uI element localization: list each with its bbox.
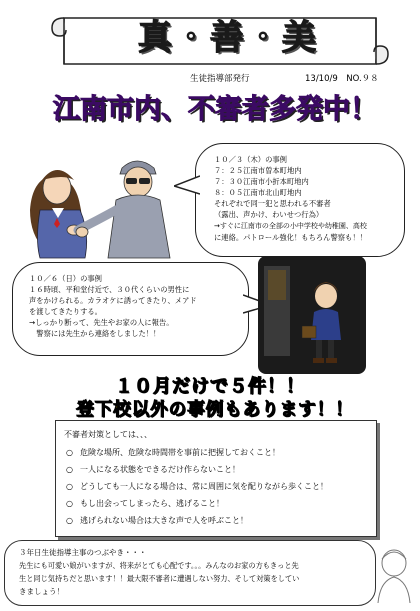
countermeasure-text: 逃げられない場合は大きな声で人を呼ぶこと！	[80, 516, 248, 525]
case-oct6-text	[29, 273, 239, 340]
teacher-comment-line: きましょう！	[19, 587, 64, 596]
suspicious-person-illustration	[12, 150, 197, 260]
teacher-comment-line: ３年日生徒指導主事のつぶやき・・・	[19, 548, 147, 557]
circle-bullet-icon: ○	[66, 448, 73, 457]
case-oct6-line: を渡してきたりする。	[29, 307, 102, 317]
countermeasure-item	[66, 464, 240, 475]
case-oct3-line: ７：２５江南市曽本町地内	[214, 166, 302, 176]
circle-bullet-icon: ○	[66, 465, 73, 474]
headline: 江南市内、不審者多発中！	[53, 94, 377, 125]
case-oct3-line: →すぐに江南市の全部の小中学校や幼稚園、高校	[214, 221, 367, 230]
countermeasures-heading: 不審者対策としては、、、	[64, 430, 152, 439]
case-oct3-bubble	[195, 143, 405, 257]
bubble-tail	[174, 174, 200, 198]
emphasis-five-cases: １０月だけで５件！！	[115, 376, 305, 397]
case-oct6-line: １６時頃、平和堂付近で、３０代くらいの男性に	[29, 285, 190, 295]
countermeasure-item	[66, 447, 280, 458]
circle-bullet-icon: ○	[66, 482, 73, 491]
case-oct3-text	[214, 154, 399, 243]
case-oct3-line: ７：３０江南市小折本町地内	[214, 177, 309, 187]
countermeasure-text: 一人になる状態をできるだけ作らないこと！	[80, 465, 240, 474]
case-oct3-line: に連絡。パトロール強化！もちろん警察も！！	[214, 232, 367, 242]
emphasis-other-cases: 登下校以外の事例もあります！！	[76, 400, 354, 420]
countermeasure-item	[66, 481, 328, 492]
countermeasure-item	[66, 515, 248, 526]
case-oct6-line: →しっかり断って、先生やお家の人に報告。	[29, 318, 174, 328]
teacher-sketch-illustration	[372, 545, 416, 605]
teacher-comment-line: 生と同じ気持ちだと思います！！最大限不審者に遭遇しない努力、そして対策をしてい	[19, 574, 300, 583]
issue-date-number: 13/10/9 NO.９８	[305, 74, 379, 84]
frightened-student-figure	[30, 170, 87, 258]
case-oct3-line: （露出、声かけ、わいせつ行為）	[214, 210, 324, 220]
circle-bullet-icon: ○	[66, 516, 73, 525]
night-student-illustration	[258, 256, 366, 374]
circle-bullet-icon: ○	[66, 499, 73, 508]
teacher-comment-box	[4, 540, 376, 606]
teacher-comment-line: 先生にも可愛い娘がいますが、将来がとても心配です。。。みんなのお家の方もきっと先	[19, 561, 299, 570]
case-oct6-line: 声をかけられる。カラオケに誘ってきたり、メアド	[29, 296, 197, 306]
countermeasures-box	[55, 420, 377, 537]
case-oct6-line: 警察には先生から連絡をしました！！	[29, 329, 161, 339]
case-oct6-line: １０／６（日）の事例	[29, 274, 102, 283]
case-oct3-line: ８：０５江南市北山町地内	[214, 188, 302, 198]
case-oct3-line: それぞれで同一犯と思われる不審者	[214, 199, 331, 209]
issuer: 生徒指導部発行	[190, 74, 250, 84]
countermeasure-text: どうしても一人になる場合は、常に周囲に気を配りながら歩くこと！	[80, 482, 328, 491]
countermeasure-text: もし出会ってしまったら、逃げること！	[80, 499, 224, 508]
banner-title: 真・善・美	[138, 18, 318, 58]
suspicious-man-figure	[76, 161, 170, 258]
case-oct6-bubble	[12, 262, 249, 356]
countermeasure-item	[66, 498, 224, 509]
countermeasure-text: 危険な場所、危険な時間帯を事前に把握しておくこと！	[80, 448, 280, 457]
case-oct3-line: １０／３（木）の事例	[214, 155, 287, 164]
